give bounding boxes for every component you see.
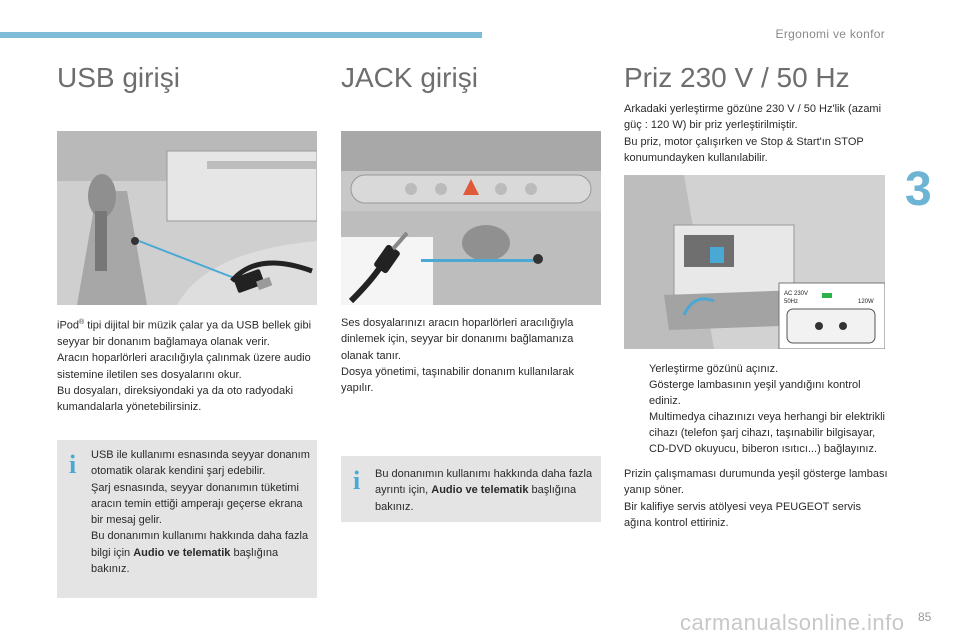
usb-illustration — [57, 131, 317, 305]
priz-outro-1: Prizin çalışmaması durumunda yeşil gösterge lambası yanıp söner. — [624, 468, 888, 497]
jack-para-2: Dosya yönetimi, taşınabilir donanım kullanılarak yapılır. — [341, 365, 574, 395]
priz-intro-1: Arkadaki yerleştirme gözüne 230 V / 50 Hz'lik (azami güç : 120 W) bir priz yerleştirilmiştir. — [624, 103, 882, 132]
priz-photo — [624, 175, 885, 349]
section-title: Ergonomi ve konfor — [775, 27, 885, 41]
list-item: Multimedya cihazınızı veya herhangi bir elektrikli cihazı (telefon şarj cihazı, taşınabilir bilgisayar, CD-DVD okuyucu, biberon ısıtıcı...) bağlayınız. — [649, 411, 885, 455]
jack-illustration — [341, 131, 601, 305]
usb-info-text: USB ile kullanımı esnasında seyyar donanım otomatik olarak kendini şarj edebilir. Şarj esnasında, seyyar donanımın tüketimi aracın temin ettiği amperajı geçerse ekrana bir mesaj gelir. Bu donanımın kullanımı hakkında daha fazla bilgi için Audio ve telematik başlığına bakınız. — [91, 449, 310, 576]
page-number: 85 — [918, 610, 932, 624]
jack-photo — [341, 131, 601, 305]
info-icon: i — [353, 466, 361, 495]
list-item: Gösterge lambasının yeşil yandığını kontrol ediniz. — [649, 379, 861, 407]
usb-description — [57, 315, 312, 415]
watermark: carmanualsonline.info — [680, 610, 905, 635]
jack-info-box — [341, 456, 601, 522]
jack-description — [341, 315, 596, 396]
usb-para-1: iPod® tipi dijital bir müzik çalar ya da USB bellek gibi seyyar bir donanım bağlamaya olanak verir. — [57, 319, 312, 348]
jack-info-text: Bu donanımın kullanımı hakkında daha fazla ayrıntı için, Audio ve telematik başlığına bakınız. — [375, 468, 593, 513]
chapter-number: 3 — [905, 163, 932, 216]
priz-intro — [624, 101, 889, 166]
jack-para-1: Ses dosyalarınızı aracın hoparlörleri aracılığıyla dinlemek için, seyyar bir donanımı bağlamanıza olanak tanır. — [341, 317, 574, 362]
usb-title: USB girişi — [57, 62, 180, 93]
socket-illustration — [624, 175, 885, 349]
priz-outro-2: Bir kalifiye servis atölyesi veya PEUGEOT servis ağına kontrol ettiriniz. — [624, 500, 861, 529]
priz-steps — [625, 361, 895, 457]
usb-info-box — [57, 440, 317, 598]
usb-para-2: Aracın hoparlörleri aracılığıyla çalınmak üzere audio sistemine iletilen ses dosyalarını okur. — [57, 352, 311, 381]
priz-outro — [624, 466, 889, 531]
list-item: Yerleştirme gözünü açınız. — [649, 363, 779, 375]
header-accent-bar — [0, 32, 482, 38]
usb-photo — [57, 131, 317, 305]
priz-title: Priz 230 V / 50 Hz — [624, 62, 850, 93]
socket-label-voltage: AC 230V — [784, 291, 809, 297]
socket-label-power: 120W — [858, 299, 874, 305]
socket-label-frequency: 50Hz — [784, 299, 799, 305]
usb-para-3: Bu dosyaları, direksiyondaki ya da oto radyodaki kumandalarla yönetebilirsiniz. — [57, 384, 294, 414]
jack-title: JACK girişi — [341, 62, 478, 93]
info-icon: i — [69, 450, 77, 479]
priz-intro-2: Bu priz, motor çalışırken ve Stop & Start'ın STOP konumundayken kullanılabilir. — [624, 135, 864, 164]
